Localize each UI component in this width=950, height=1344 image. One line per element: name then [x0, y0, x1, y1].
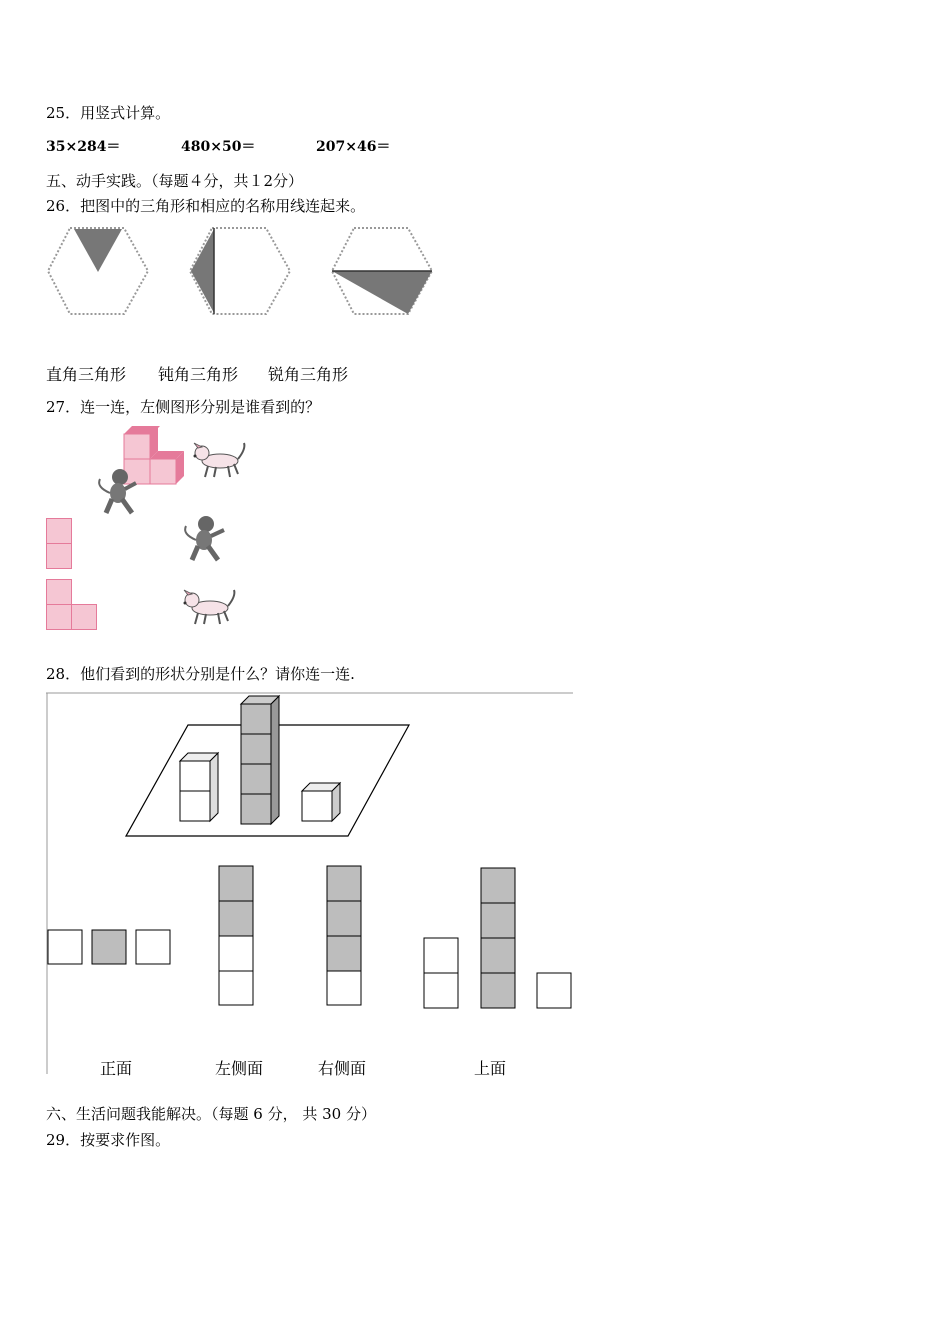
view-label-front: 正面	[100, 1059, 133, 1078]
view-label-top: 上面	[474, 1059, 507, 1078]
monkey-icon	[180, 516, 230, 564]
cube-l-figure	[90, 424, 260, 519]
hexagon-3	[332, 228, 432, 314]
q28-figure	[46, 692, 574, 1076]
view-option-right-side	[327, 866, 361, 1005]
q28-title: 28．他们看到的形状分别是什么？请你连一连.	[46, 665, 355, 683]
dog-icon	[194, 443, 245, 477]
view-label-left-side: 左侧面	[215, 1059, 264, 1078]
q29-title: 29．按要求作图。	[46, 1131, 171, 1149]
view-shape-a	[46, 518, 72, 570]
section-5-heading: 五、动手实践。（每题４分，共１2分）	[46, 172, 304, 190]
calc-problem-2: 480×50＝	[181, 139, 256, 155]
triangle-2	[191, 229, 214, 313]
q27-title: 27．连一连，左侧图形分别是谁看到的？	[46, 398, 321, 416]
view-option-front	[48, 930, 170, 964]
section-6-heading: 六、生活问题我能解决。（每题 6 分， 共 30 分）	[46, 1105, 376, 1123]
triangle-name-acute: 锐角三角形	[268, 365, 349, 384]
q25-title: 25．用竖式计算。	[46, 104, 171, 122]
stack-left	[180, 753, 218, 821]
hexagon-figures	[46, 226, 436, 321]
q26-title: 26．把图中的三角形和相应的名称用线连起来。	[46, 197, 366, 215]
view-shape-b	[46, 579, 98, 631]
view-option-top	[424, 868, 571, 1008]
view-option-left-side	[219, 866, 253, 1005]
triangle-name-obtuse: 钝角三角形	[158, 365, 239, 384]
triangle-name-right: 直角三角形	[46, 365, 127, 384]
hexagon-2	[190, 228, 290, 314]
calc-problem-1: 35×284＝	[46, 139, 121, 155]
hexagon-1	[48, 228, 148, 314]
view-label-right-side: 右侧面	[318, 1059, 367, 1078]
stack-right	[302, 783, 340, 821]
dog-icon	[180, 586, 242, 630]
calc-problem-3: 207×46＝	[316, 139, 391, 155]
stack-tall	[241, 696, 279, 824]
